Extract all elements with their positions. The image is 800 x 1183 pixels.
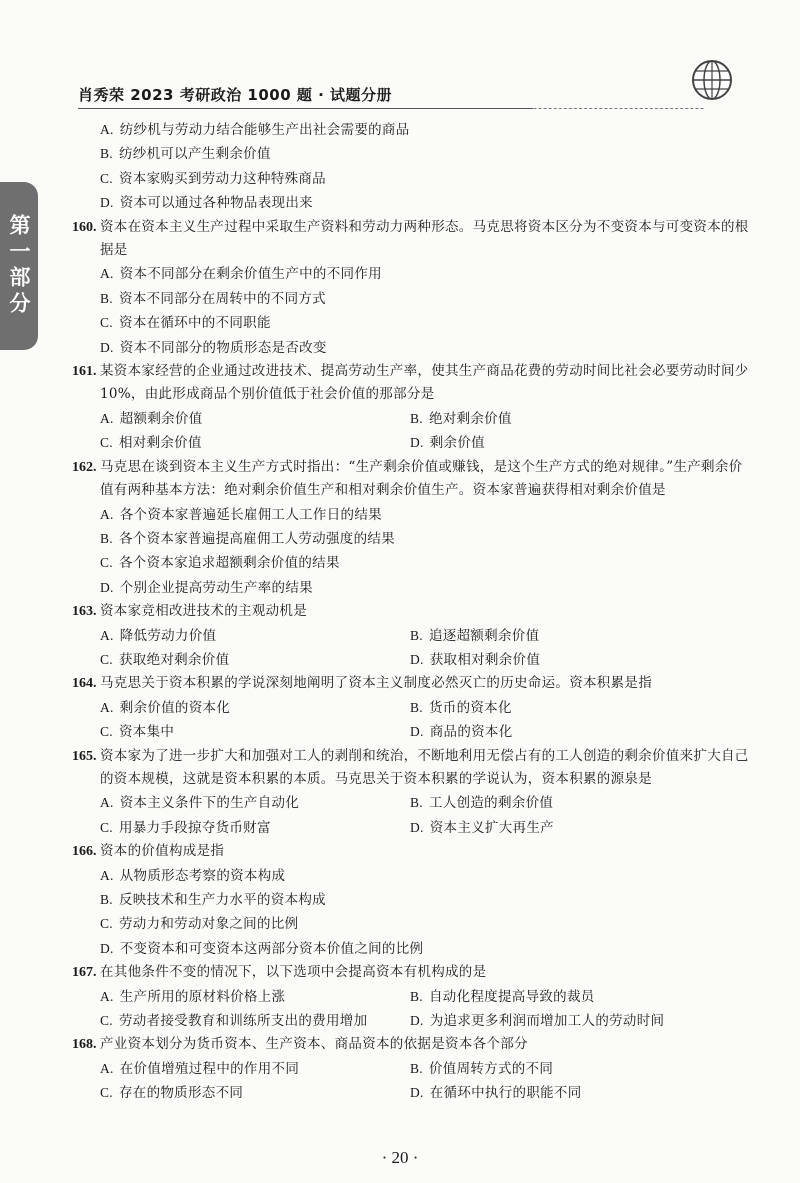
option-item [410, 791, 756, 815]
question-block [72, 456, 756, 600]
option-item [410, 816, 756, 840]
option-text: 各个资本家普遍提高雇佣工人劳动强度的结果 [118, 530, 395, 547]
option-item [100, 407, 410, 431]
option-item [100, 648, 410, 672]
option-item [100, 888, 756, 912]
section-tab [0, 182, 38, 350]
option-item [100, 696, 410, 720]
option-item [410, 720, 756, 744]
option-letter: A. [100, 1060, 114, 1076]
option-text: 资本集中 [118, 724, 175, 741]
option-text: 资本家购买到劳动力这种特殊商品 [118, 170, 326, 187]
option-letter: A. [100, 988, 114, 1004]
option-letter: C. [100, 1085, 113, 1101]
option-list [72, 696, 756, 745]
question-block [72, 672, 756, 744]
option-letter: C. [100, 1013, 113, 1029]
question-stem [72, 360, 756, 407]
option-item [100, 624, 410, 648]
question-stem [72, 456, 756, 503]
option-item [100, 1057, 410, 1081]
option-item [410, 1057, 756, 1081]
question-stem [72, 961, 756, 984]
question-stem [72, 216, 756, 263]
option-item [100, 720, 410, 744]
section-tab-label: 第一部分 [7, 214, 31, 318]
option-letter: C. [100, 435, 113, 451]
option-text: 资本可以通过各种物品表现出来 [119, 195, 313, 212]
option-letter: D. [100, 195, 114, 211]
option-item [100, 912, 756, 936]
question-block [72, 600, 756, 672]
question-text: 资本家竞相改进技术的主观动机是 [100, 603, 307, 620]
option-letter: B. [410, 627, 423, 643]
option-letter: C. [100, 315, 113, 331]
option-text: 降低劳动力价值 [119, 627, 217, 644]
option-letter: A. [100, 627, 114, 643]
option-item [100, 527, 756, 551]
page-header [78, 78, 738, 112]
option-list [72, 985, 756, 1034]
option-item [100, 1081, 410, 1105]
option-letter: B. [100, 892, 113, 907]
option-item [100, 551, 756, 575]
option-item [410, 1081, 756, 1105]
option-list [72, 503, 756, 601]
option-text: 资本不同部分在周转中的不同方式 [118, 290, 326, 307]
option-item [100, 167, 756, 191]
option-item [410, 985, 756, 1009]
option-text: 工人创造的剩余价值 [428, 795, 554, 812]
option-text: 资本在循环中的不同职能 [118, 315, 271, 332]
option-item [410, 407, 756, 431]
option-letter: B. [410, 410, 423, 426]
option-item [410, 624, 756, 648]
option-text: 自动化程度提高导致的裁员 [428, 988, 595, 1005]
option-item [100, 864, 756, 888]
option-letter: D. [410, 1013, 424, 1029]
globe-logo-icon [690, 58, 734, 102]
question-text: 资本在资本主义生产过程中采取生产资料和劳动力两种形态。马克思将资本区分为不变资本与可变资本的根据是 [100, 218, 749, 259]
question-text: 资本的价值构成是指 [100, 843, 225, 860]
option-text: 商品的资本化 [429, 724, 513, 741]
option-letter: B. [410, 699, 423, 715]
option-text: 在循环中执行的职能不同 [429, 1085, 582, 1102]
question-number: 164. [72, 676, 97, 692]
option-text: 资本不同部分在剩余价值生产中的不同作用 [119, 266, 382, 283]
option-text: 存在的物质形态不同 [118, 1085, 244, 1102]
option-item [100, 503, 756, 527]
option-item [410, 648, 756, 672]
question-text: 在其他条件不变的情况下，以下选项中会提高资本有机构成的是 [100, 964, 487, 981]
option-item [100, 576, 756, 600]
option-item [100, 118, 756, 142]
question-text: 马克思关于资本积累的学说深刻地阐明了资本主义制度必然灭亡的历史命运。资本积累是指 [100, 675, 652, 692]
option-letter: A. [100, 266, 114, 282]
option-item [100, 262, 756, 286]
option-list [72, 1057, 756, 1106]
option-list [72, 407, 756, 456]
question-list [72, 118, 756, 1106]
option-letter: A. [100, 122, 114, 137]
page-number: · 20 · [381, 1148, 419, 1167]
option-text: 剩余价值的资本化 [119, 699, 231, 716]
option-letter: C. [100, 651, 113, 667]
option-text: 价值周转方式的不同 [428, 1060, 554, 1077]
option-item [100, 816, 410, 840]
option-text: 绝对剩余价值 [428, 410, 512, 427]
option-letter: C. [100, 819, 113, 835]
question-block [72, 840, 756, 961]
option-list [72, 791, 756, 840]
option-letter: D. [100, 940, 114, 956]
option-letter: D. [100, 339, 114, 355]
question-text: 某资本家经营的企业通过改进技术、提高劳动生产率，使其生产商品花费的劳动时间比社会必要劳动时间少 10%，由此形成商品个别价值低于社会价值的那部分是 [100, 363, 749, 403]
question-number: 168. [72, 1037, 97, 1053]
option-item [410, 696, 756, 720]
question-stem [72, 600, 756, 623]
option-item [100, 791, 410, 815]
option-letter: D. [410, 435, 424, 451]
option-item [100, 431, 410, 455]
option-letter: C. [100, 916, 113, 932]
question-number: 167. [72, 965, 97, 981]
option-letter: D. [100, 579, 114, 595]
question-number: 165. [72, 748, 97, 764]
option-text: 生产所用的原材料价格上涨 [119, 988, 286, 1005]
option-item [100, 336, 756, 360]
option-text: 货币的资本化 [428, 699, 512, 716]
question-block [72, 961, 756, 1033]
option-item [100, 142, 756, 166]
question-stem [72, 745, 756, 792]
option-item [410, 431, 756, 455]
option-text: 在价值增殖过程中的作用不同 [119, 1060, 300, 1077]
option-item [100, 287, 756, 311]
option-text: 纺纱机与劳动力结合能够生产出社会需要的商品 [119, 122, 410, 138]
option-letter: C. [100, 724, 113, 740]
option-text: 各个资本家追求超额剩余价值的结果 [118, 555, 340, 572]
option-letter: A. [100, 506, 114, 522]
option-text: 资本主义扩大再生产 [429, 819, 554, 836]
question-stem [72, 840, 756, 863]
option-letter: A. [100, 795, 114, 811]
header-rule [78, 108, 533, 109]
option-letter: B. [410, 988, 423, 1004]
option-letter: D. [410, 724, 424, 740]
option-item [100, 191, 756, 215]
question-text: 产业资本划分为货币资本、生产资本、商品资本的依据是资本各个部分 [100, 1036, 528, 1053]
option-list [72, 864, 756, 962]
option-list [72, 624, 756, 673]
book-title: 肖秀荣 2023 考研政治 1000 题 · 试题分册 [78, 86, 393, 104]
option-text: 资本主义条件下的生产自动化 [119, 795, 300, 812]
question-number: 160. [72, 219, 97, 235]
option-text: 获取相对剩余价值 [429, 651, 541, 668]
option-text: 用暴力手段掠夺货币财富 [118, 819, 271, 836]
option-text: 纺纱机可以产生剩余价值 [118, 146, 271, 163]
option-text: 获取绝对剩余价值 [118, 651, 230, 668]
option-letter: B. [100, 146, 113, 162]
question-number: 163. [72, 604, 97, 620]
option-letter: D. [410, 1085, 424, 1101]
option-text: 资本不同部分的物质形态是否改变 [119, 339, 327, 356]
option-letter: B. [100, 290, 113, 306]
option-letter: A. [100, 410, 114, 426]
question-number: 162. [72, 459, 97, 475]
option-text: 各个资本家普遍延长雇佣工人工作日的结果 [119, 506, 382, 523]
option-text: 从物质形态考察的资本构成 [119, 867, 286, 884]
option-letter: C. [100, 170, 113, 186]
option-item [100, 985, 410, 1009]
question-block [72, 216, 756, 360]
question-stem [72, 672, 756, 695]
option-text: 劳动力和劳动对象之间的比例 [118, 916, 299, 933]
option-item [410, 1009, 756, 1033]
option-letter: A. [100, 867, 114, 883]
option-text: 个别企业提高劳动生产率的结果 [119, 579, 313, 596]
option-item [100, 311, 756, 335]
question-stem [72, 1033, 756, 1056]
option-letter: B. [410, 1060, 423, 1076]
option-letter: B. [410, 795, 423, 811]
question-number: 166. [72, 844, 97, 860]
option-letter: D. [410, 819, 424, 835]
question-block [72, 360, 756, 456]
question-block [72, 745, 756, 841]
option-item [100, 1009, 410, 1033]
question-text: 马克思在谈到资本主义生产方式时指出：“生产剩余价值或赚钱，是这个生产方式的绝对规律。”生产剩余价值有两种基本方法：绝对剩余价值生产和相对剩余价值生产。资本家普遍获得相对剩余价值是 [100, 458, 743, 499]
option-text: 不变资本和可变资本这两部分资本价值之间的比例 [119, 940, 424, 957]
option-list [72, 262, 756, 360]
option-text: 追逐超额剩余价值 [428, 627, 540, 644]
option-text: 剩余价值 [429, 435, 485, 452]
option-letter: C. [100, 555, 113, 571]
option-text: 为追求更多利润而增加工人的劳动时间 [429, 1013, 665, 1030]
question-block [72, 1033, 756, 1105]
carry-over-options [72, 118, 756, 216]
option-item [100, 937, 756, 961]
option-letter: A. [100, 699, 114, 715]
question-number: 161. [72, 364, 97, 380]
option-letter: D. [410, 651, 424, 667]
option-text: 反映技术和生产力水平的资本构成 [118, 892, 326, 908]
option-letter: B. [100, 530, 113, 546]
question-text: 资本家为了进一步扩大和加强对工人的剥削和统治，不断地利用无偿占有的工人创造的剩余价值来扩大自己的资本规模，这就是资本积累的本质。马克思关于资本积累的学说认为，资本积累的源泉是 [100, 747, 749, 787]
option-text: 劳动者接受教育和训练所支出的费用增加 [118, 1013, 368, 1030]
option-text: 超额剩余价值 [119, 410, 203, 427]
option-text: 相对剩余价值 [118, 435, 202, 452]
